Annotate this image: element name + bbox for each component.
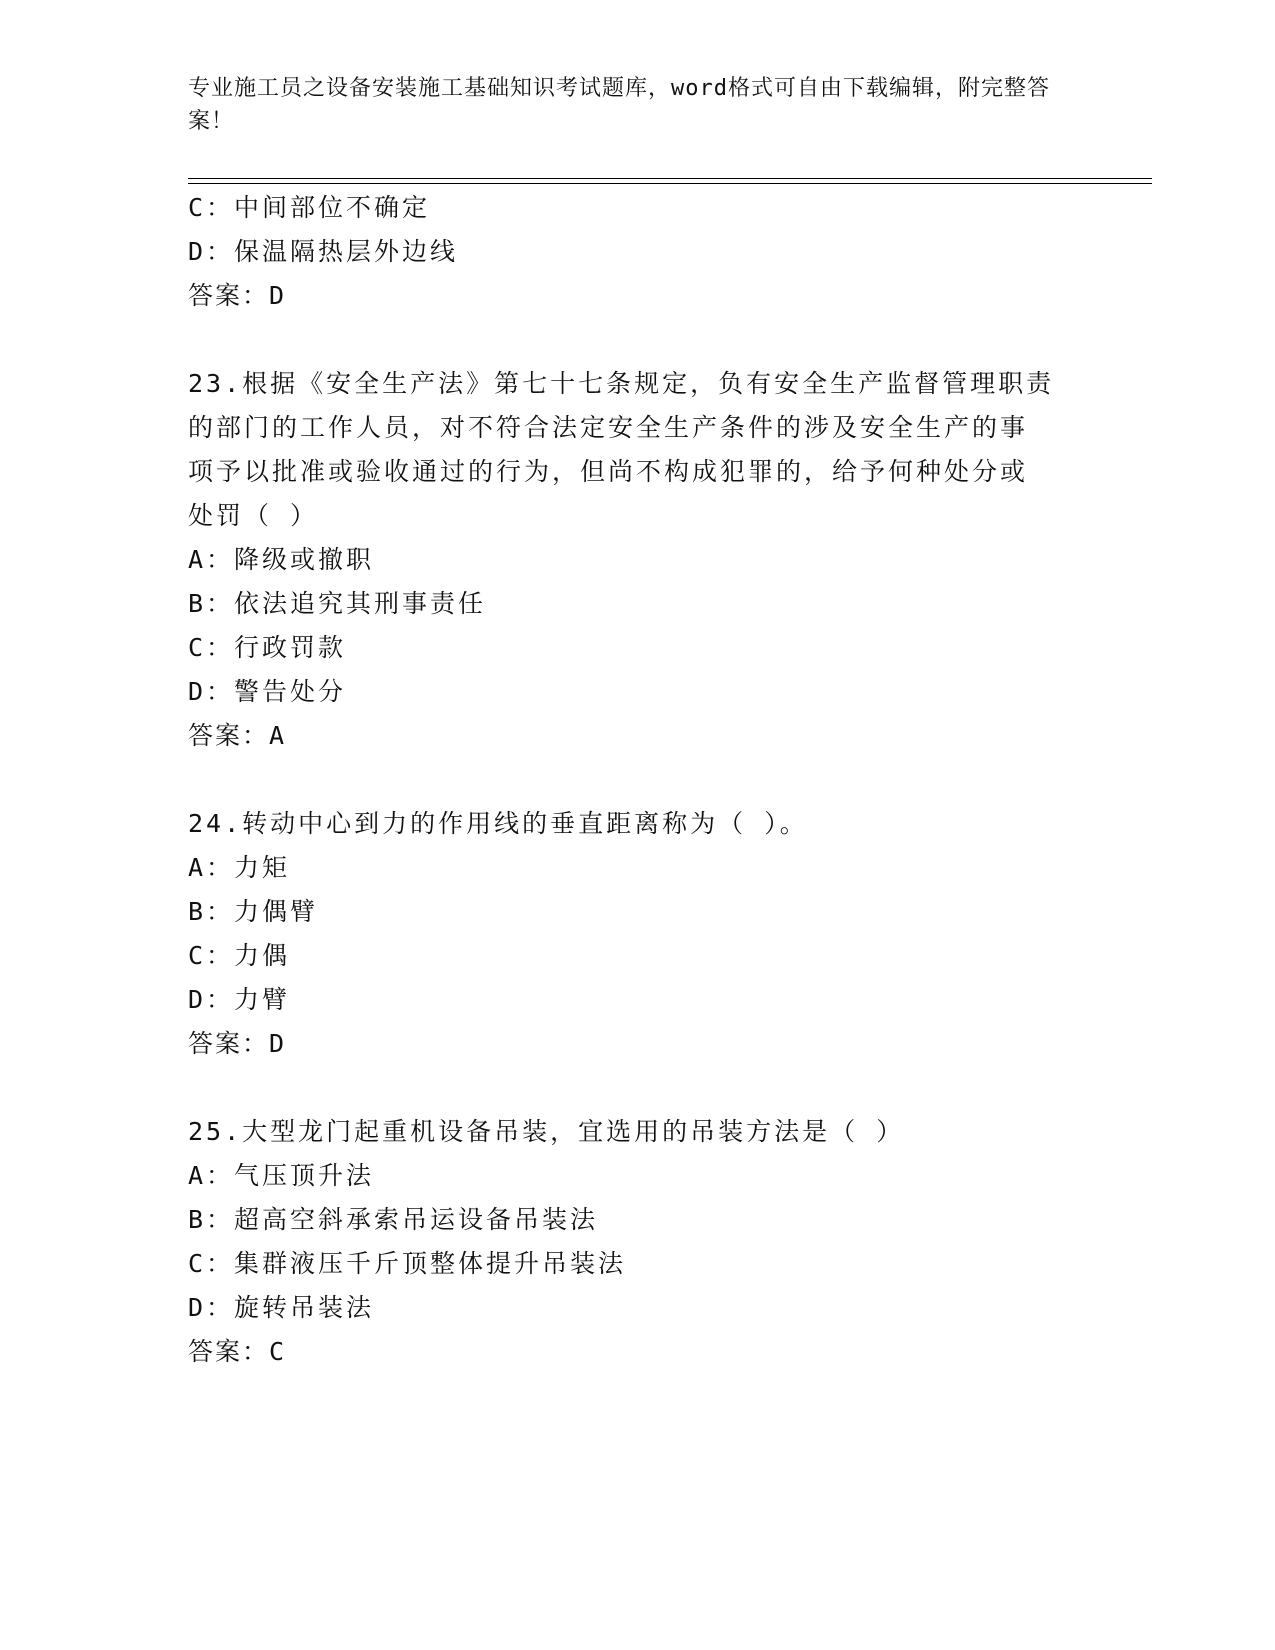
q25-option-c: C：集群液压千斤顶整体提升吊装法 — [188, 1249, 627, 1278]
q25-stem: 25.大型龙门起重机设备吊装，宜选用的吊装方法是（ ） — [188, 1117, 905, 1146]
q23-stem-line-4: 处罚（ ） — [188, 501, 319, 530]
q25-option-b: B：超高空斜承索吊运设备吊装法 — [188, 1205, 599, 1234]
q23-option-c: C：行政罚款 — [188, 633, 347, 662]
q25-answer: 答案：C — [188, 1337, 287, 1366]
q22-option-d: D：保温隔热层外边线 — [188, 237, 459, 266]
document-header: 专业施工员之设备安装施工基础知识考试题库，word格式可自由下载编辑，附完整答案！ — [188, 76, 1050, 134]
q23-stem-line-1: 23.根据《安全生产法》第七十七条规定，负有安全生产监督管理职责 — [188, 369, 1055, 398]
q23-stem-line-3: 项予以批准或验收通过的行为，但尚不构成犯罪的，给予何种处分或 — [188, 457, 1029, 486]
q23-option-d: D：警告处分 — [188, 677, 347, 706]
q22-option-c: C：中间部位不确定 — [188, 193, 431, 222]
q23-option-a: A：降级或撤职 — [188, 545, 375, 574]
q24-option-b: B：力偶臂 — [188, 897, 319, 926]
q25-option-d: D：旋转吊装法 — [188, 1293, 375, 1322]
header-rule-bottom — [188, 183, 1152, 184]
q24-stem: 24.转动中心到力的作用线的垂直距离称为（ ）。 — [188, 809, 808, 838]
q23-option-b: B：依法追究其刑事责任 — [188, 589, 487, 618]
q23-answer: 答案：A — [188, 721, 287, 750]
q22-answer: 答案：D — [188, 281, 287, 310]
q23-stem-line-2: 的部门的工作人员，对不符合法定安全生产条件的涉及安全生产的事 — [188, 413, 1029, 442]
q24-answer: 答案：D — [188, 1029, 287, 1058]
q24-option-a: A：力矩 — [188, 853, 291, 882]
header-rule-top — [188, 178, 1152, 179]
q25-option-a: A：气压顶升法 — [188, 1161, 375, 1190]
q24-option-c: C：力偶 — [188, 941, 291, 970]
q24-option-d: D：力臂 — [188, 985, 291, 1014]
